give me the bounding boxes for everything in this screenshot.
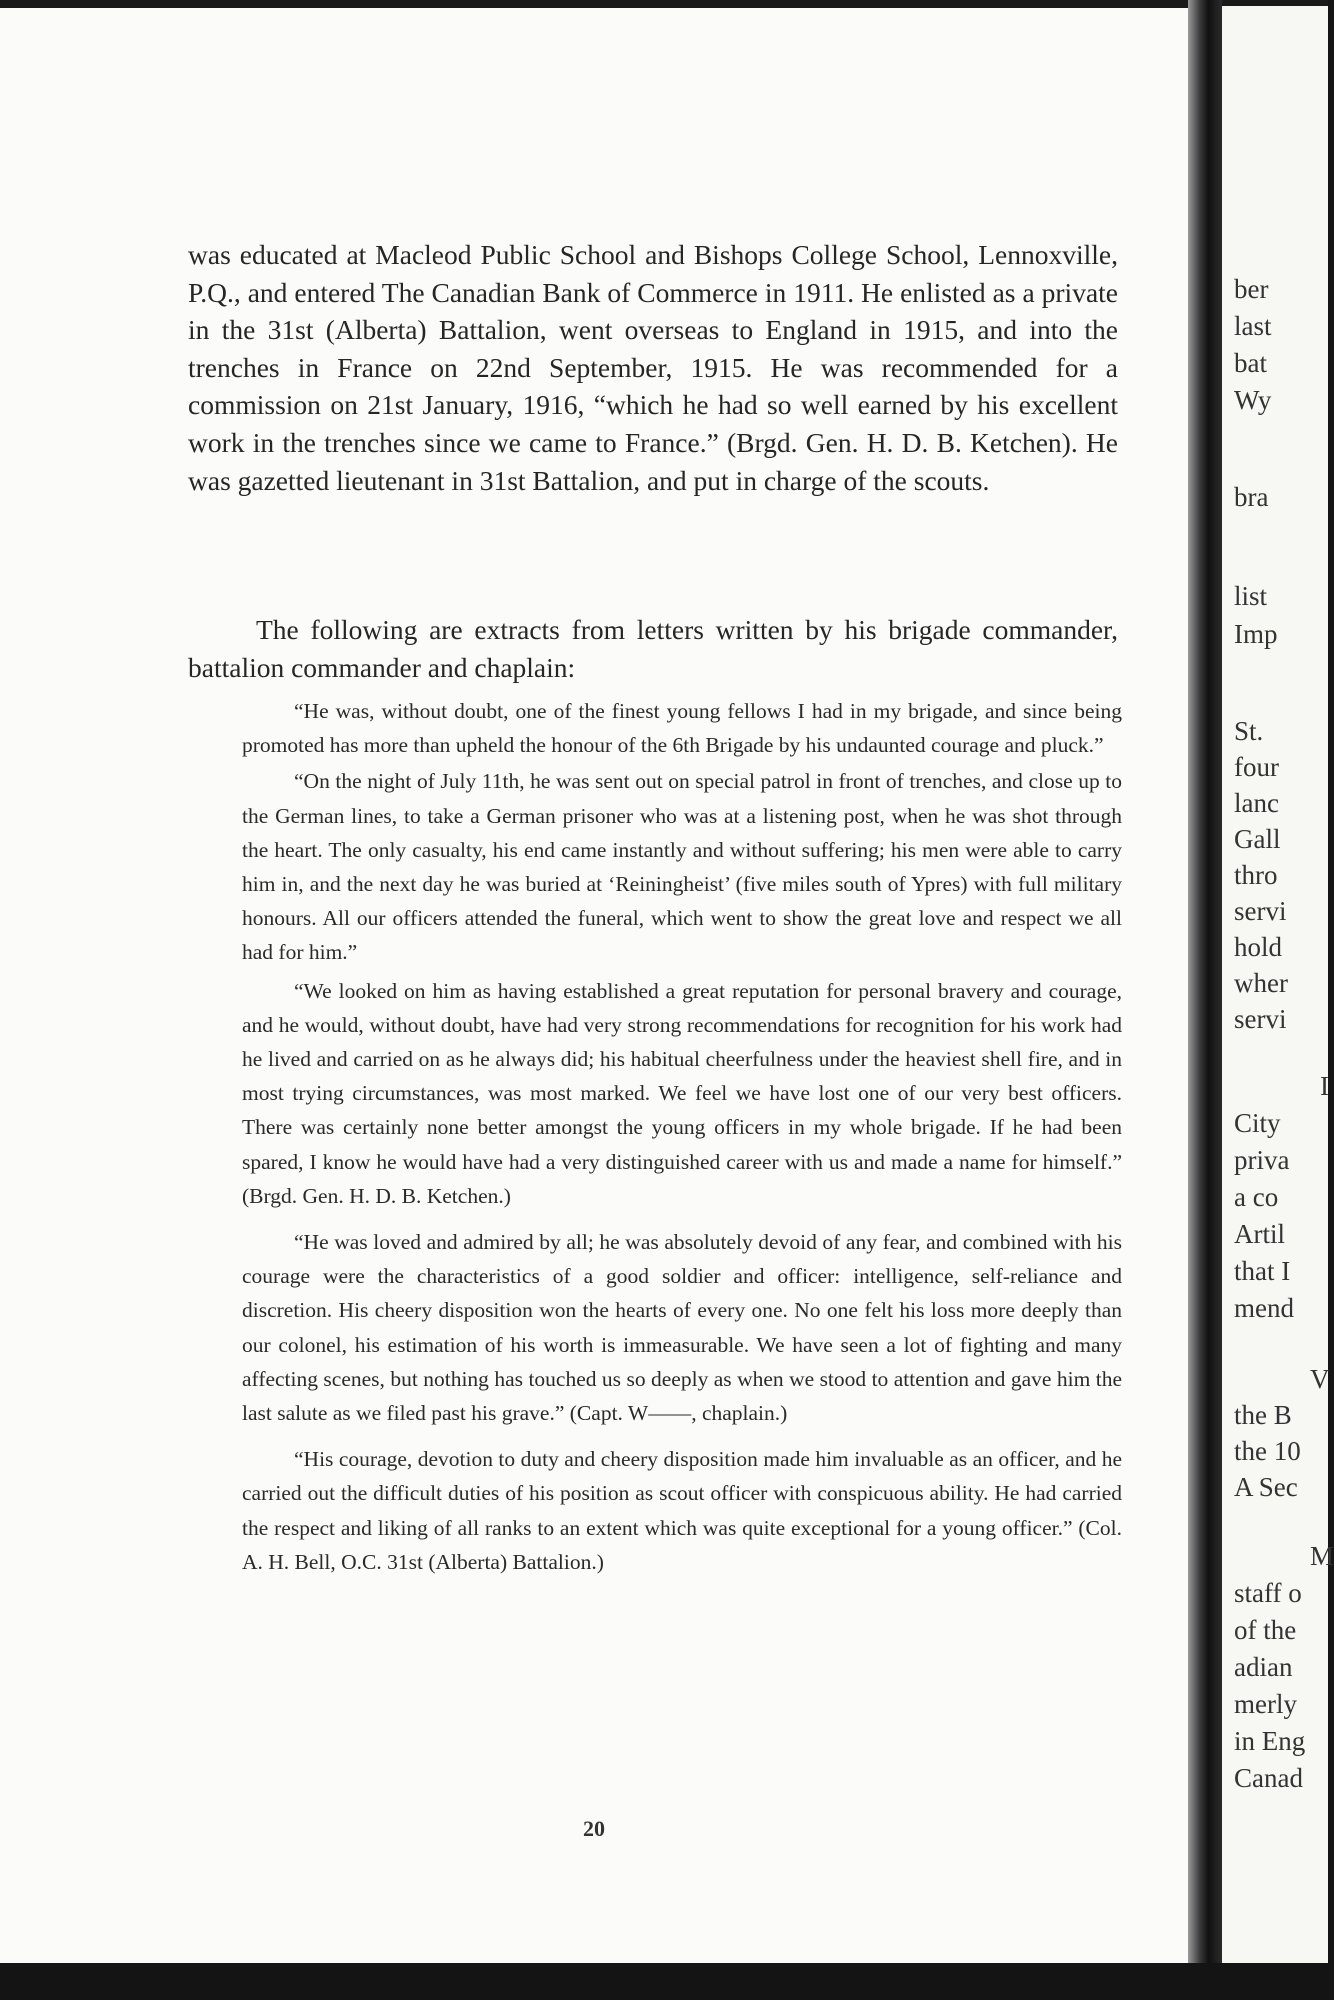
right-fragment: in Eng (1234, 1726, 1306, 1756)
right-fragment: the B (1234, 1400, 1292, 1430)
right-fragment: four (1234, 752, 1279, 782)
right-fragment: lanc (1234, 788, 1279, 818)
quote-chaplain: “He was loved and admired by all; he was absolutely devoid of any fear, and combined with his courage were the characteristics of a good soldier and officer: intelligence, self-reliance and discretion. His cheery disposition won the hearts of every one. No one felt his loss more deeply than our colonel, his estimation of his worth is immeasurable. We have seen a lot of fighting and many affecting scenes, but nothing has touched us so deeply as when we stood to attention and gave him the last salute as we filed past his grave.” (Capt. W——, chaplain.) (242, 1230, 1122, 1426)
quote-patrol-account: “On the night of July 11th, he was sent out on special patrol in front of trenches, and close up to the German lines, to take a German prisoner who was at a listening post, when he was shot through the heart. The only casualty, his end came instantly and without suffering; his men were able to carry him in, and the next day he was buried at ‘Reiningheist’ (five miles south of Ypres) with full military honours. All our officers attended the funeral, which went to show the great love and respect we all had for him.” (242, 769, 1122, 965)
intro-paragraph: was educated at Macleod Public School and Bishops College School, Lennoxville, P.Q., and entered The Canadian Bank of Commerce in 1911. He enlisted as a private in the 31st (Alberta) Battalion, went overseas to England in 1915, and into the trenches in France on 22nd September, 1915. He was recommended for a commission on 21st January, 1916, “which he had so well earned by his excellent work in the trenches since we came to France.” (Brgd. Gen. H. D. B. Ketchen). He was gazetted lieutenant in 31st Battalion, and put in charge of the scouts. (188, 239, 1118, 496)
letter-extracts (242, 694, 1122, 1579)
right-fragment: adian (1234, 1652, 1293, 1682)
right-fragment: V (1310, 1364, 1330, 1394)
right-fragment: I (1320, 1071, 1329, 1101)
right-fragment: M (1310, 1541, 1334, 1571)
extracts-intro-block (188, 611, 1118, 686)
right-fragment: ber (1234, 274, 1269, 304)
right-fragment: mend (1234, 1293, 1294, 1323)
right-fragment: bat (1234, 348, 1267, 378)
right-fragment: Imp (1234, 619, 1278, 649)
right-fragment: the 10 (1234, 1436, 1301, 1466)
right-fragment: Canad (1234, 1763, 1303, 1793)
right-fragment: a co (1234, 1182, 1279, 1212)
right-fragment: priva (1234, 1145, 1290, 1175)
right-page-fragment (1222, 6, 1334, 1963)
right-fragment: servi (1234, 896, 1287, 926)
right-fragment: City (1234, 1108, 1281, 1138)
quote-colonel-bell: “His courage, devotion to duty and cheery disposition made him invaluable as an officer, and he carried out the difficult duties of his position as scout officer with conspicuous ability. He had carried the respect and liking of all ranks to an extent which was quite exceptional for a young officer.” (Col. A. H. Bell, O.C. 31st (Alberta) Battalion.) (242, 1447, 1122, 1574)
right-fragment: bra (1234, 482, 1269, 512)
right-fragment: of the (1234, 1615, 1297, 1645)
right-fragment: merly (1234, 1689, 1297, 1719)
page-number: 20 (583, 1816, 605, 1841)
book-gutter (1188, 0, 1222, 2000)
right-fragment: hold (1234, 932, 1283, 962)
right-fragment: thro (1234, 860, 1278, 890)
extracts-intro-paragraph: The following are extracts from letters written by his brigade commander, battalion commander and chaplain: (188, 614, 1118, 683)
intro-paragraph-block (188, 236, 1118, 499)
quote-brigade-commander: “He was, without doubt, one of the finest young fellows I had in my brigade, and since being promoted has more than upheld the honour of the 6th Brigade by his undaunted courage and pluck.” (242, 699, 1122, 758)
right-fragment: A Sec (1234, 1472, 1298, 1502)
right-fragment: Gall (1234, 824, 1281, 854)
right-fragment: wher (1234, 968, 1288, 998)
right-fragment: St. (1234, 716, 1264, 746)
left-page (0, 8, 1188, 1963)
right-fragment: list (1234, 581, 1268, 611)
right-fragment: that I (1234, 1256, 1291, 1286)
quote-ketchen: “We looked on him as having established a great reputation for personal bravery and courage, and he would, without doubt, have had very strong recommendations for recognition for his work had he lived and carried on as he always did; his habitual cheerfulness under the heaviest shell fire, and in most trying circumstances, was most marked. We feel we have lost one of our very best officers. There was certainly none better amongst the young officers in my whole brigade. If he had been spared, I know he would have had a very distinguished career with us and made a name for himself.” (Brgd. Gen. H. D. B. Ketchen.) (242, 978, 1122, 1208)
scan-bottom-edge (0, 1963, 1328, 2000)
right-fragment: servi (1234, 1004, 1287, 1034)
right-fragment: Wy (1234, 385, 1272, 415)
right-fragment: staff o (1234, 1578, 1302, 1608)
right-fragment: last (1234, 311, 1272, 341)
right-fragment: Artil (1234, 1219, 1285, 1249)
